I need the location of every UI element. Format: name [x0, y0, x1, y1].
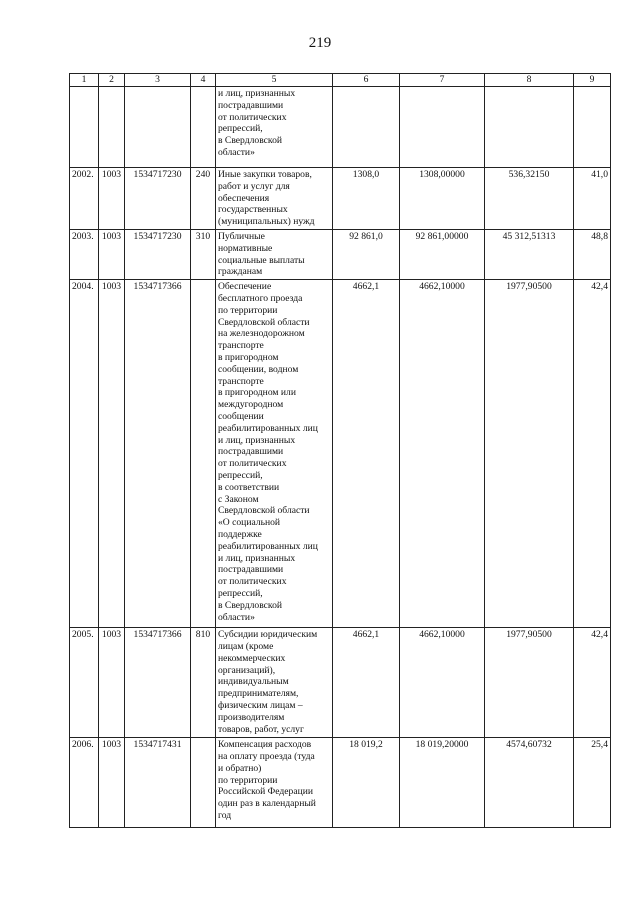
amount-cell: 18 019,2	[333, 738, 400, 828]
header-row	[70, 74, 611, 87]
item-name-line: гражданам	[218, 266, 263, 278]
amount-cell: 1308,00000	[400, 168, 485, 230]
column-header: 7	[400, 74, 485, 87]
item-name-line: сообщении, водном	[218, 363, 299, 375]
item-name-line: и лиц, признанных	[218, 552, 296, 564]
item-name-line: год	[218, 809, 232, 821]
amount-cell: 92 861,0	[333, 230, 400, 280]
item-name-line: Субсидии юридическим	[218, 629, 318, 641]
item-name-line: на оплату проезда (туда	[218, 750, 315, 762]
item-name-line: и лиц, признанных	[218, 434, 296, 446]
table-row	[70, 168, 611, 230]
row-number-cell: 2004.	[70, 280, 99, 628]
budget-table	[69, 73, 611, 828]
item-name-line: «О социальной	[218, 517, 281, 529]
expense-type-cell: 310	[191, 230, 216, 280]
item-name-line: Российской Федерации	[218, 786, 313, 798]
item-name-line: товаров, работ, услуг	[218, 723, 304, 735]
row-number-cell: 2003.	[70, 230, 99, 280]
expense-type-cell: 810	[191, 628, 216, 738]
item-name-cell	[216, 87, 333, 168]
row-number-cell: 2005.	[70, 628, 99, 738]
item-name-line: на железнодорожном	[218, 328, 305, 340]
expense-type-cell	[191, 738, 216, 828]
amount-cell: 4662,10000	[400, 628, 485, 738]
table-row	[70, 87, 611, 168]
column-header: 9	[574, 74, 611, 87]
item-name-line: в пригородном	[218, 351, 279, 363]
item-name-line: транспорте	[218, 375, 264, 387]
item-name-line: области»	[218, 611, 255, 623]
percent-cell: 42,4	[574, 280, 611, 628]
item-name-line: и обратно)	[218, 762, 262, 774]
item-name-line: от политических	[218, 576, 287, 588]
item-name-line: реабилитированных лиц	[218, 540, 318, 552]
item-name-line: Свердловской области	[218, 316, 310, 328]
amount-cell: 92 861,00000	[400, 230, 485, 280]
item-name-line: производителям	[218, 711, 285, 723]
percent-cell: 42,4	[574, 628, 611, 738]
item-name-line: Иные закупки товаров,	[218, 169, 312, 180]
item-name-line: от политических	[218, 458, 287, 470]
item-name-line: Компенсация расходов	[218, 739, 312, 751]
item-name-line: по территории	[218, 304, 278, 316]
amount-cell: 45 312,51313	[485, 230, 574, 280]
column-header: 8	[485, 74, 574, 87]
item-name-line: Обеспечение	[218, 281, 272, 293]
section-code-cell: 1003	[99, 738, 125, 828]
item-name-line: репрессий,	[218, 469, 263, 481]
amount-cell: 4662,1	[333, 628, 400, 738]
row-number-cell: 2002.	[70, 168, 99, 230]
section-code-cell: 1003	[99, 628, 125, 738]
item-name-cell	[216, 280, 333, 628]
amount-cell	[485, 87, 574, 168]
amount-cell: 18 019,20000	[400, 738, 485, 828]
column-header: 5	[216, 74, 333, 87]
item-name-cell	[216, 230, 333, 280]
amount-cell: 4662,1	[333, 280, 400, 628]
item-name-line: и лиц, признанных	[218, 88, 296, 99]
item-name-cell	[216, 738, 333, 828]
section-code-cell: 1003	[99, 230, 125, 280]
item-name-line: междугородном	[218, 399, 284, 411]
item-name-line: с Законом	[218, 493, 259, 505]
expense-type-cell	[191, 280, 216, 628]
table-row	[70, 628, 611, 738]
item-name-line: по территории	[218, 774, 278, 786]
item-name-line: индивидуальным	[218, 676, 289, 688]
item-name-line: пострадавшими	[218, 446, 284, 458]
target-article-cell: 1534717230	[125, 168, 191, 230]
item-name-line: пострадавшими	[218, 564, 284, 576]
percent-cell: 48,8	[574, 230, 611, 280]
item-name-line: социальные выплаты	[218, 254, 305, 266]
item-name-line: некоммерческих	[218, 652, 286, 664]
section-code-cell: 1003	[99, 280, 125, 628]
amount-cell: 1977,90500	[485, 628, 574, 738]
column-header: 3	[125, 74, 191, 87]
item-name-line: Публичные	[218, 231, 265, 242]
target-article-cell: 1534717230	[125, 230, 191, 280]
item-name-line: в Свердловской	[218, 599, 283, 611]
target-article-cell: 1534717431	[125, 738, 191, 828]
column-header: 6	[333, 74, 400, 87]
target-article-cell: 1534717366	[125, 628, 191, 738]
item-name-line: области»	[218, 146, 255, 158]
item-name-line: репрессий,	[218, 587, 263, 599]
row-number-cell	[70, 87, 99, 168]
target-article-cell: 1534717366	[125, 280, 191, 628]
table-body	[70, 87, 611, 828]
item-name-line: от политических	[218, 111, 287, 123]
page-number: 219	[308, 35, 332, 51]
item-name-line: поддержке	[218, 528, 262, 540]
item-name-line: в соответствии	[218, 481, 280, 493]
item-name-line: в пригородном или	[218, 387, 296, 399]
row-number-cell: 2006.	[70, 738, 99, 828]
amount-cell: 536,32150	[485, 168, 574, 230]
expense-type-cell	[191, 87, 216, 168]
item-name-line: один раз в календарный	[218, 798, 316, 810]
target-article-cell	[125, 87, 191, 168]
table-row	[70, 280, 611, 628]
amount-cell: 4662,10000	[400, 280, 485, 628]
column-header: 4	[191, 74, 216, 87]
amount-cell	[400, 87, 485, 168]
item-name-line: сообщении	[218, 410, 264, 422]
item-name-line: предпринимателям,	[218, 688, 299, 700]
percent-cell: 25,4	[574, 738, 611, 828]
item-name-line: организаций),	[218, 664, 276, 676]
percent-cell: 41,0	[574, 168, 611, 230]
item-name-line: Свердловской области	[218, 505, 310, 517]
item-name-line: репрессий,	[218, 123, 263, 135]
expense-type-cell: 240	[191, 168, 216, 230]
section-code-cell: 1003	[99, 168, 125, 230]
item-name-line: (муниципальных) нужд	[218, 216, 315, 228]
item-name-line: работ и услуг для	[218, 180, 290, 192]
column-header: 1	[70, 74, 99, 87]
item-name-line: в Свердловской	[218, 135, 283, 147]
item-name-cell	[216, 628, 333, 738]
amount-cell	[333, 87, 400, 168]
item-name-line: транспорте	[218, 340, 264, 352]
item-name-line: бесплатного проезда	[218, 292, 303, 304]
table-row	[70, 738, 611, 828]
item-name-line: обеспечения	[218, 192, 270, 204]
amount-cell: 1977,90500	[485, 280, 574, 628]
section-code-cell	[99, 87, 125, 168]
item-name-line: физическим лицам –	[218, 699, 303, 711]
amount-cell: 1308,0	[333, 168, 400, 230]
item-name-line: нормативные	[218, 242, 273, 254]
table-row	[70, 230, 611, 280]
amount-cell: 4574,60732	[485, 738, 574, 828]
item-name-cell	[216, 168, 333, 230]
column-header: 2	[99, 74, 125, 87]
item-name-line: реабилитированных лиц	[218, 422, 318, 434]
item-name-line: пострадавшими	[218, 99, 284, 111]
item-name-line: государственных	[218, 204, 288, 216]
item-name-line: лицам (кроме	[218, 640, 274, 652]
percent-cell	[574, 87, 611, 168]
